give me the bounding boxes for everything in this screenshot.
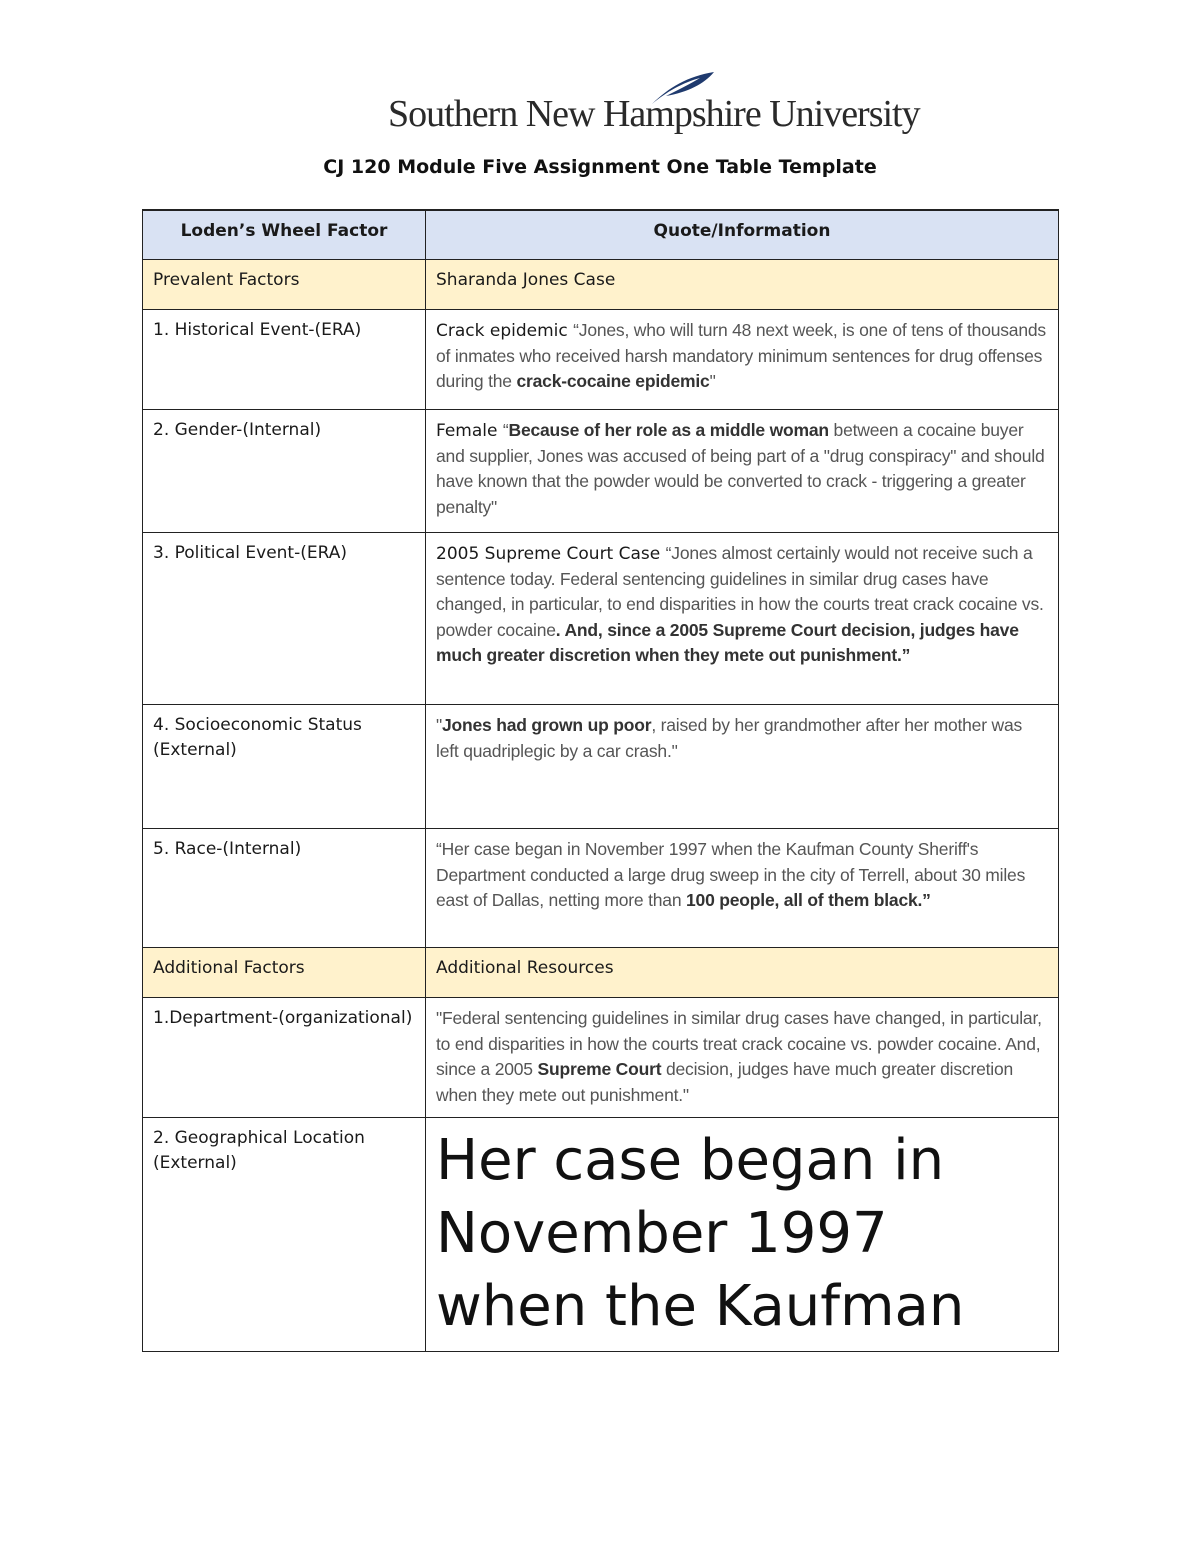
section-info: Additional Resources <box>426 948 1059 998</box>
quote-bold: Because of her role as a middle woman <box>508 420 829 440</box>
quote-text: “Jones almost certainly would not receive such a sentence today. Federal sentencing guidelines in similar drug cases have changed, in particular, to end disparities in how the courts treat crack cocaine vs. powder cocaine <box>436 543 1044 640</box>
info-cell <box>426 410 1059 533</box>
info-cell <box>426 533 1059 705</box>
table-row <box>143 410 1059 533</box>
info-cell <box>426 705 1059 829</box>
quote-text: " <box>709 371 716 391</box>
info-label: 2005 Supreme Court Case <box>436 544 661 564</box>
quote-bold: Supreme Court <box>537 1059 662 1079</box>
factor-cell: 2. Geographical Location (External) <box>143 1118 426 1352</box>
large-text-cell <box>426 1118 1059 1352</box>
section-row-prevalent <box>143 260 1059 310</box>
factor-cell: 5. Race-(Internal) <box>143 829 426 948</box>
factor-cell: 1. Historical Event-(ERA) <box>143 310 426 410</box>
quote-bold: Jones had grown up poor <box>442 715 652 735</box>
university-name: Southern New Hampshire University <box>388 93 920 135</box>
quote-text: between a cocaine buyer and supplier, Jones was accused of being part of a "drug conspiracy" and should have known that the powder would be converted to crack - triggering a greater penalty" <box>436 420 1045 517</box>
quote-bold: . And, since a 2005 Supreme Court decision, judges have much greater discretion when they mete out punishment.” <box>436 619 1019 665</box>
factor-cell: 4. Socioeconomic Status (External) <box>143 705 426 829</box>
quote-bold: 100 people, all of them black.” <box>686 890 931 910</box>
info-cell <box>426 310 1059 410</box>
info-cell <box>426 998 1059 1118</box>
quote-text: "Federal sentencing guidelines in similar drug cases have changed, in particular, to end disparities in how the courts treat crack cocaine vs. powder cocaine. And, since a 2005 <box>436 1008 1042 1079</box>
section-row-additional <box>143 948 1059 998</box>
column-header-factor: Loden’s Wheel Factor <box>143 210 426 260</box>
table-header-row <box>143 210 1059 260</box>
section-label: Prevalent Factors <box>143 260 426 310</box>
quote-text: decision, judges have much greater discretion when they mete out punishment." <box>436 1059 1014 1105</box>
column-header-info: Quote/Information <box>426 210 1059 260</box>
table-row <box>143 533 1059 705</box>
university-logo <box>386 70 920 136</box>
quote-text: , raised by her grandmother after her mother was left quadriplegic by a car crash." <box>436 715 1023 761</box>
factor-cell: 3. Political Event-(ERA) <box>143 533 426 705</box>
section-label: Additional Factors <box>143 948 426 998</box>
info-cell <box>426 829 1059 948</box>
quote-text: “Her case began in November 1997 when the Kaufman County Sheriff's Department conducted a large drug sweep in the city of Terrell, about 30 miles east of Dallas, netting more than <box>436 839 1026 910</box>
factor-cell: 1.Department-(organizational) <box>143 998 426 1118</box>
loden-wheel-table <box>142 209 1059 1352</box>
factor-cell: 2. Gender-(Internal) <box>143 410 426 533</box>
table-row <box>143 705 1059 829</box>
table-row <box>143 829 1059 948</box>
quote-text: “ <box>502 420 509 440</box>
quote-text: “Jones, who will turn 48 next week, is one of tens of thousands of inmates who received harsh mandatory minimum sentences for drug offenses during the <box>436 320 1046 391</box>
large-text-line: Her case began in <box>436 1128 945 1193</box>
section-info: Sharanda Jones Case <box>426 260 1059 310</box>
large-text-line: when the Kaufman <box>436 1274 965 1339</box>
page-title: CJ 120 Module Five Assignment One Table Template <box>323 156 877 178</box>
info-label: Female <box>436 421 498 441</box>
table-row <box>143 1118 1059 1352</box>
table-row <box>143 310 1059 410</box>
quote-text: " <box>436 715 443 735</box>
quote-bold: crack-cocaine epidemic <box>516 371 710 391</box>
table-row <box>143 998 1059 1118</box>
large-text-line: November 1997 <box>436 1201 888 1266</box>
info-label: Crack epidemic <box>436 321 568 341</box>
